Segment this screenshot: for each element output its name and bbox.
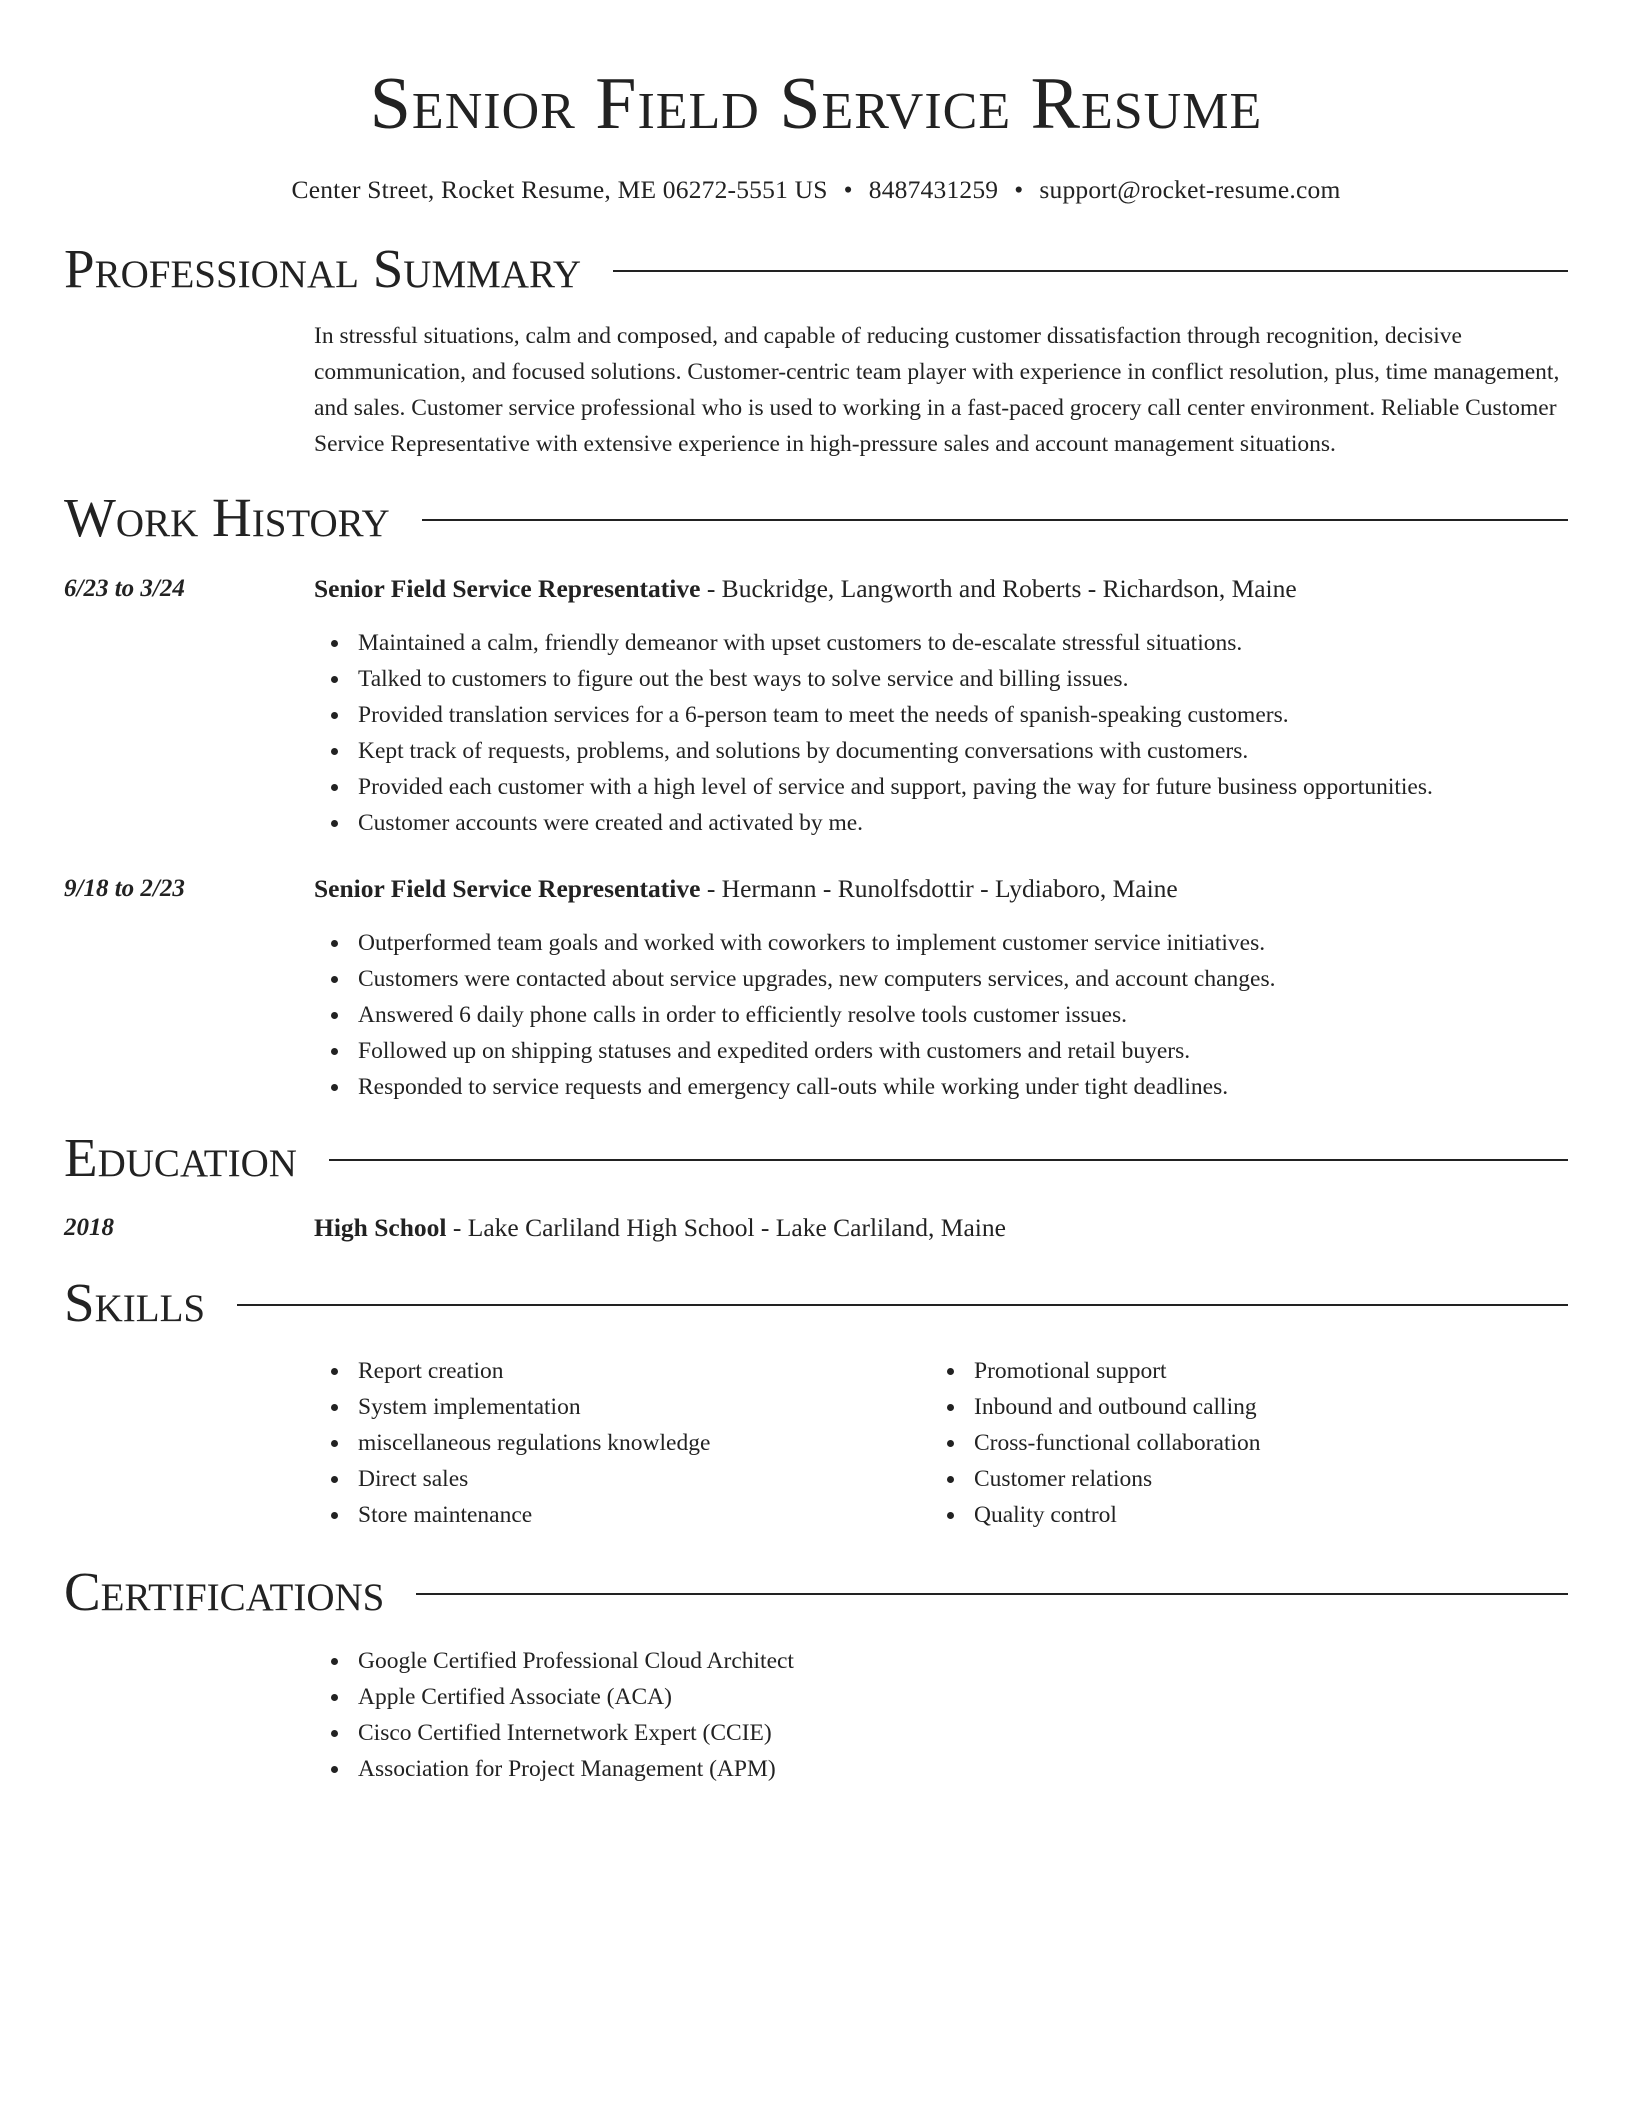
list-item: Kept track of requests, problems, and solutions by documenting conversations with customers. — [358, 733, 1568, 769]
work-section-title: Work History — [64, 487, 390, 548]
job-heading — [314, 571, 1568, 607]
education-entry — [64, 1210, 1568, 1246]
job-body — [314, 871, 1568, 1105]
list-item: Google Certified Professional Cloud Architect — [358, 1643, 1568, 1679]
list-item: Customer relations — [974, 1461, 1546, 1497]
summary-row — [64, 318, 1568, 462]
list-item: Outperformed team goals and worked with coworkers to implement customer service initiatives. — [358, 925, 1568, 961]
list-item: Promotional support — [974, 1353, 1546, 1389]
list-item: Apple Certified Associate (ACA) — [358, 1679, 1568, 1715]
education-degree: High School — [314, 1213, 447, 1242]
work-section-header — [64, 485, 1568, 551]
list-item: Talked to customers to figure out the best ways to solve service and billing issues. — [358, 661, 1568, 697]
job-employer-location: - Hermann - Runolfsdottir - Lydiaboro, Maine — [700, 874, 1178, 903]
contact-phone: 8487431259 — [868, 175, 999, 204]
education-heading — [314, 1210, 1568, 1246]
summary-section-header — [64, 236, 1568, 302]
job-bullet-list — [314, 625, 1568, 841]
list-item: Direct sales — [358, 1461, 930, 1497]
summary-section-title: Professional Summary — [64, 238, 582, 299]
job-entry — [64, 871, 1568, 1105]
job-bullet-list — [314, 925, 1568, 1105]
job-role: Senior Field Service Representative — [314, 874, 701, 903]
certifications-list — [314, 1643, 1568, 1787]
list-item: Provided translation services for a 6-person team to meet the needs of spanish-speaking customers. — [358, 697, 1568, 733]
certifications-section-header — [64, 1559, 1568, 1625]
education-section-header — [64, 1125, 1568, 1191]
list-item: Cisco Certified Internetwork Expert (CCIE) — [358, 1715, 1568, 1751]
job-dates: 9/18 to 2/23 — [64, 875, 185, 902]
certifications-row — [64, 1643, 1568, 1787]
contact-separator: • — [1014, 175, 1024, 204]
skills-list-left — [314, 1353, 930, 1533]
list-item: System implementation — [358, 1389, 930, 1425]
education-school-location: - Lake Carliland High School - Lake Carliland, Maine — [446, 1213, 1006, 1242]
skills-grid — [314, 1353, 1568, 1533]
job-employer-location: - Buckridge, Langworth and Roberts - Richardson, Maine — [700, 574, 1297, 603]
list-item: miscellaneous regulations knowledge — [358, 1425, 930, 1461]
section-divider — [329, 1159, 1568, 1161]
section-divider — [613, 270, 1568, 272]
list-item: Provided each customer with a high level of service and support, paving the way for future business opportunities. — [358, 769, 1568, 805]
contact-line — [64, 174, 1568, 206]
section-divider — [416, 1593, 1568, 1595]
list-item: Association for Project Management (APM) — [358, 1751, 1568, 1787]
list-item: Inbound and outbound calling — [974, 1389, 1546, 1425]
job-entry — [64, 571, 1568, 841]
list-item: Responded to service requests and emergency call-outs while working under tight deadlines. — [358, 1069, 1568, 1105]
job-dates: 6/23 to 3/24 — [64, 575, 185, 602]
summary-text: In stressful situations, calm and composed, and capable of reducing customer dissatisfaction through recognition, decisive communication, and focused solutions. Customer-centric team player with experience in conflict resolution, plus, time management, and sales. Customer service professional who is used to working in a fast-paced grocery call center environment. Reliable Customer Service Representative with extensive experience in high-pressure sales and account management situations. — [314, 323, 1560, 457]
contact-address: Center Street, Rocket Resume, ME 06272-5551 US — [291, 175, 828, 204]
education-section-title: Education — [64, 1127, 297, 1188]
list-item: Answered 6 daily phone calls in order to efficiently resolve tools customer issues. — [358, 997, 1568, 1033]
skills-list-right — [930, 1353, 1546, 1533]
list-item: Customers were contacted about service upgrades, new computers services, and account changes. — [358, 961, 1568, 997]
list-item: Report creation — [358, 1353, 930, 1389]
certifications-section-title: Certifications — [64, 1561, 385, 1622]
resume-title: Senior Field Service Resume — [369, 63, 1263, 145]
resume-page — [64, 0, 1568, 1787]
list-item: Customer accounts were created and activated by me. — [358, 805, 1568, 841]
list-item: Cross-functional collaboration — [974, 1425, 1546, 1461]
contact-email[interactable]: support@rocket-resume.com — [1039, 175, 1341, 204]
job-body — [314, 571, 1568, 841]
contact-separator: • — [843, 175, 853, 204]
skills-row — [64, 1353, 1568, 1533]
skills-section-header — [64, 1270, 1568, 1336]
list-item: Quality control — [974, 1497, 1546, 1533]
section-divider — [422, 519, 1568, 521]
list-item: Followed up on shipping statuses and expedited orders with customers and retail buyers. — [358, 1033, 1568, 1069]
section-divider — [237, 1304, 1568, 1306]
list-item: Maintained a calm, friendly demeanor with upset customers to de-escalate stressful situations. — [358, 625, 1568, 661]
list-item: Store maintenance — [358, 1497, 930, 1533]
certifications-body — [314, 1643, 1568, 1787]
education-year: 2018 — [64, 1214, 114, 1241]
job-role: Senior Field Service Representative — [314, 574, 701, 603]
job-heading — [314, 871, 1568, 907]
skills-section-title: Skills — [64, 1272, 206, 1333]
